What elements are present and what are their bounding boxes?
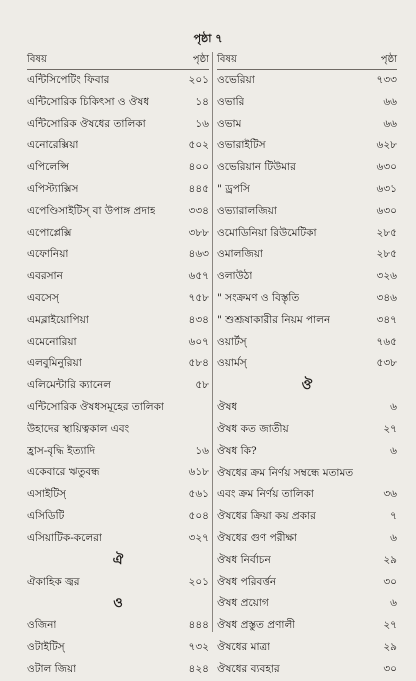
entry-subject: ঔষধ প্রয়োগ — [217, 597, 269, 610]
index-entry — [217, 397, 397, 419]
entry-subject: এন্টিসোরিক ঔষধের তালিকা — [27, 117, 146, 130]
entry-subject: এপোপ্লেক্সি — [27, 226, 72, 239]
entry-page: ৪২৪ — [188, 662, 209, 675]
entry-page: ২৭ — [383, 619, 397, 632]
index-entry — [27, 462, 209, 484]
section-heading-ou: ঔ — [301, 378, 313, 394]
index-entry — [217, 419, 397, 441]
entry-page: ৩২৬ — [376, 270, 397, 283]
entry-subject: ঔষধের ক্রিয়া কয় প্রকার — [217, 510, 316, 523]
entry-subject: এপিস্ট্যাক্সিস — [27, 182, 79, 195]
entry-page: ৩৪৭ — [376, 313, 397, 326]
section-heading-ai: ঐ — [112, 552, 124, 568]
entry-page: ৭৬৫ — [376, 335, 397, 348]
column-header — [27, 50, 209, 70]
entry-page: ৬ — [390, 444, 397, 457]
entry-page: ২৮৫ — [376, 248, 397, 261]
index-entry — [27, 484, 209, 506]
entry-page: ৭ — [390, 510, 397, 523]
index-entry — [27, 353, 209, 375]
entry-subject: " ড্রপসি — [217, 182, 250, 195]
entry-page: ৬ — [390, 401, 397, 414]
entry-subject: এফোনিয়া — [27, 248, 69, 261]
index-entry — [27, 135, 209, 157]
index-entry — [27, 659, 209, 681]
entry-subject: ওভারাইটিস — [217, 139, 266, 152]
index-entry — [217, 70, 397, 92]
column-header — [217, 50, 397, 70]
entry-page: ২৭ — [383, 422, 397, 435]
entry-subject: ওজিনা — [27, 619, 57, 632]
entry-page: ৫৩৮ — [376, 357, 397, 370]
index-entry — [27, 244, 209, 266]
entry-page: ৩৪৬ — [376, 291, 397, 304]
index-entry — [217, 114, 397, 136]
entry-page: ৬ — [390, 531, 397, 544]
entry-page: ৬৬ — [383, 95, 397, 108]
index-entry — [217, 135, 397, 157]
index-entry — [27, 397, 209, 419]
index-entry — [217, 332, 397, 354]
entry-subject: ওলাউঠা — [217, 270, 253, 283]
entry-subject: ঔষধের গুণ পরীক্ষা — [217, 531, 298, 544]
index-entry — [27, 506, 209, 528]
index-entry — [217, 593, 397, 615]
index-entry — [27, 375, 209, 397]
index-entry — [217, 92, 397, 114]
index-entry — [217, 157, 397, 179]
entry-subject: ঔষধের মাত্রা — [217, 640, 271, 653]
index-entry — [217, 550, 397, 572]
index-entry — [27, 419, 209, 441]
index-entry — [217, 615, 397, 637]
entry-subject: ওটাল জিয়া — [27, 662, 77, 675]
entry-page: ৫০২ — [188, 139, 209, 152]
index-column-left — [27, 50, 209, 681]
entry-subject: এপিলেপ্সি — [27, 161, 70, 174]
index-entry — [217, 288, 397, 310]
index-entry — [27, 332, 209, 354]
subject-header: বিষয় — [217, 54, 237, 65]
index-column-right — [217, 50, 397, 681]
index-entry — [27, 266, 209, 288]
entry-subject: এবসেস্ — [27, 291, 59, 304]
index-entry — [217, 310, 397, 332]
index-entry — [217, 244, 397, 266]
index-entry — [27, 70, 209, 92]
entry-page: ৭৩৩ — [376, 74, 397, 86]
entry-page: ২০১ — [188, 74, 209, 86]
index-entry — [27, 615, 209, 637]
index-entry — [27, 310, 209, 332]
entry-page: ৫৮৪ — [188, 357, 209, 370]
entry-subject: এবরসান — [27, 270, 63, 283]
entry-subject: ঔষধ নির্বাচন — [217, 553, 271, 566]
entry-page: ৩৬ — [383, 488, 397, 501]
entry-page: ২৯ — [383, 553, 397, 566]
index-entry — [217, 506, 397, 528]
entry-subject: ঐকাহিক জ্বর — [27, 575, 80, 588]
entry-subject: এমব্লাইয়োপিয়া — [27, 313, 89, 326]
entry-subject: এবং ক্রম নির্ণয় তালিকা — [217, 488, 314, 501]
entry-subject: এনোরেক্সিয়া — [27, 139, 79, 152]
index-entry — [217, 179, 397, 201]
entry-subject: এলবুমিনুরিয়া — [27, 357, 82, 370]
entry-subject: ওটাইটিস্ — [27, 641, 65, 654]
index-entry — [27, 157, 209, 179]
entry-subject: " সংক্রমণ ও বিস্তৃতি — [217, 291, 300, 304]
entry-page: ৪৪৪ — [188, 619, 209, 632]
entry-subject: এন্টিসিপেটিং ফিবার — [27, 74, 110, 86]
entry-subject: ওয়ার্মস্ — [217, 357, 247, 370]
entry-subject: হ্রাস-বৃদ্ধি ইত্যাদি — [27, 444, 96, 457]
entry-page: ২৯ — [383, 640, 397, 653]
index-entry — [217, 223, 397, 245]
entry-page: ৩০ — [383, 575, 397, 588]
index-entry — [27, 637, 209, 659]
index-entry — [217, 637, 397, 659]
entry-subject: ওমালজিয়া — [217, 248, 264, 261]
entry-page: ১৬ — [195, 444, 209, 457]
entry-subject: ঔষধের ক্রম নির্ণয় সম্বন্ধে মতামত — [217, 466, 354, 479]
entry-subject: " শুশ্রূষাকারীর নিয়ম পালন — [217, 313, 331, 326]
index-entry — [27, 179, 209, 201]
entry-page: ২০১ — [188, 575, 209, 588]
entry-page: ১৪ — [195, 95, 209, 108]
entry-page: ৬৫৭ — [188, 270, 209, 283]
entry-subject: উহাদের স্থায়িত্বকাল এবং — [27, 422, 130, 435]
entry-page: ৪৩৪ — [188, 313, 209, 326]
index-entry — [217, 659, 397, 681]
entry-page: ৩৮৮ — [188, 226, 209, 239]
entry-page: ৫৮ — [195, 379, 209, 392]
entry-subject: এসাইটিস্ — [27, 488, 67, 501]
column-divider — [212, 52, 213, 632]
entry-page: ৫৬১ — [188, 488, 209, 501]
index-entry — [27, 288, 209, 310]
index-entry — [27, 92, 209, 114]
entry-page: ৬১৮ — [188, 466, 209, 479]
index-entry — [27, 528, 209, 550]
entry-page: ৩০ — [383, 662, 397, 675]
entry-page: ৬৩১ — [376, 182, 397, 195]
page-header: পৃষ্ঠা — [380, 54, 397, 65]
entry-subject: ওভেরিয়া — [217, 74, 255, 86]
entry-subject: এসিয়াটিক-কলেরা — [27, 531, 102, 544]
section-heading-o: ও — [113, 596, 123, 612]
index-entry — [217, 528, 397, 550]
page-header: পৃষ্ঠা — [192, 54, 209, 65]
entry-page: ৬০৭ — [188, 335, 209, 348]
index-entry — [217, 572, 397, 594]
entry-page: ৬২৮ — [376, 139, 397, 152]
entry-subject: ঔষধ কি? — [217, 444, 257, 457]
index-entry — [217, 353, 397, 375]
index-entry — [217, 441, 397, 463]
entry-page: ৭৩২ — [188, 641, 209, 654]
entry-subject: এপেণ্ডিসাইটিস্ বা উপাঙ্গ প্রদাহ — [27, 204, 156, 217]
entry-subject: এমেনোরিয়া — [27, 335, 77, 348]
entry-page: ৪০০ — [188, 161, 209, 174]
index-entry — [27, 201, 209, 223]
index-entry — [217, 463, 397, 485]
entry-subject: ওমোডিনিয়া রিউমেটিকা — [217, 226, 317, 239]
entry-subject: ঔষধ পরিবর্ত্তন — [217, 575, 277, 588]
entry-subject: এন্টিসোরিক ঔষধসমূহের তালিকা — [27, 400, 164, 413]
index-entry — [27, 114, 209, 136]
page-number: পৃষ্ঠা ৭ — [193, 32, 223, 45]
entry-subject: এন্টিসোরিক চিকিৎসা ও ঔষধ — [27, 95, 150, 108]
index-entry — [217, 484, 397, 506]
index-entry — [27, 572, 209, 594]
index-entry — [217, 266, 397, 288]
entry-subject: ঔষধ — [217, 401, 238, 414]
index-entry — [27, 223, 209, 245]
entry-page: ১৬ — [195, 117, 209, 130]
entry-subject: একেবারে ঋতুবন্ধ — [27, 466, 100, 479]
entry-subject: ঔষধ কত জাতীয় — [217, 422, 289, 435]
entry-subject: ওয়ার্টস্ — [217, 335, 247, 348]
entry-subject: ওভেরিয়ান টিউমার — [217, 161, 296, 174]
entry-page: ৪৪৫ — [188, 182, 209, 195]
entry-page: ৬৬ — [383, 117, 397, 130]
entry-page: ৩৩৪ — [188, 204, 209, 217]
entry-page: ৬ — [390, 597, 397, 610]
entry-page: ৭৫৮ — [188, 291, 209, 304]
subject-header: বিষয় — [27, 54, 47, 65]
entry-page: ৫০৪ — [188, 509, 209, 522]
entry-page: ৪৬৩ — [188, 248, 209, 261]
entry-page: ৬৩০ — [376, 204, 397, 217]
entry-subject: ওভাম — [217, 117, 242, 130]
entry-page: ২৮৫ — [376, 226, 397, 239]
entry-page: ৩২৭ — [188, 531, 209, 544]
entry-subject: ঔষধ প্রস্তুত প্রণালী — [217, 619, 296, 632]
entry-subject: এলিমেন্টারি ক্যানেল — [27, 379, 112, 392]
entry-subject: এসিডিটি — [27, 509, 65, 522]
entry-subject: ঔষধের ব্যবহার — [217, 662, 280, 675]
index-entry — [217, 201, 397, 223]
entry-page: ৬৩০ — [376, 161, 397, 174]
index-entry — [27, 441, 209, 463]
entry-subject: ওভারি — [217, 95, 245, 108]
entry-subject: ওভ্যারালজিয়া — [217, 204, 277, 217]
